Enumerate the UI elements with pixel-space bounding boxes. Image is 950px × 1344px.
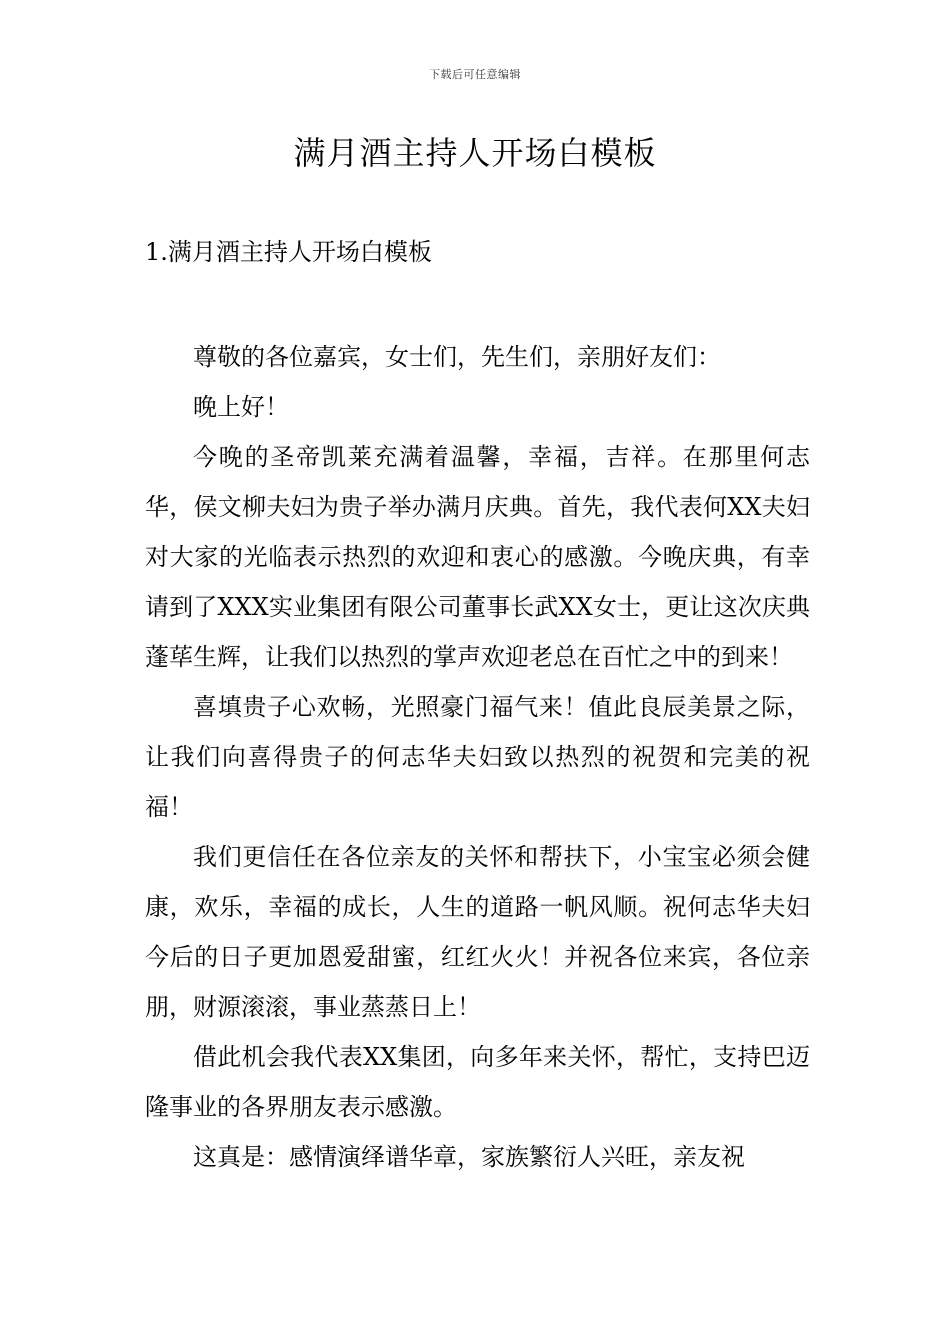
document-title: 满月酒主持人开场白模板 — [293, 134, 657, 172]
paragraph-thanks: 借此机会我代表XX集团，向多年来关怀，帮忙，支持巴迈隆事业的各界朋友表示感激。 — [145, 1043, 810, 1121]
paragraph-blessings: 我们更信任在各位亲友的关怀和帮扶下，小宝宝必须会健康，欢乐，幸福的成长，人生的道路一帆风顺。祝何志华夫妇今后的日子更加恩爱甜蜜，红红火火！并祝各位来宾，各位亲朋，财源滚滚，事业蒸蒸日上！ — [145, 843, 810, 1021]
header-note: 下载后可任意编辑 — [429, 68, 521, 81]
paragraph-closing: 这真是：感情演绎谱华章，家族繁衍人兴旺，亲友祝 — [193, 1143, 745, 1171]
paragraph-good-evening: 晚上好！ — [193, 393, 289, 421]
paragraph-welcome: 今晚的圣帝凯莱充满着温馨，幸福，吉祥。在那里何志华，侯文柳夫妇为贵子举办满月庆典。首先，我代表何XX夫妇对大家的光临表示热烈的欢迎和衷心的感激。今晚庆典，有幸请到了XXX实业集团有限公司董事长武XX女士，更让这次庆典蓬荜生辉，让我们以热烈的掌声欢迎老总在百忙之中的到来！ — [145, 443, 810, 671]
section-heading: 1.满月酒主持人开场白模板 — [145, 238, 432, 266]
document-body — [145, 332, 810, 1182]
paragraph-greeting: 尊敬的各位嘉宾，女士们，先生们，亲朋好友们： — [193, 343, 721, 371]
paragraph-congratulations: 喜填贵子心欢畅，光照豪门福气来！值此良辰美景之际，让我们向喜得贵子的何志华夫妇致以热烈的祝贺和完美的祝福！ — [145, 693, 810, 821]
